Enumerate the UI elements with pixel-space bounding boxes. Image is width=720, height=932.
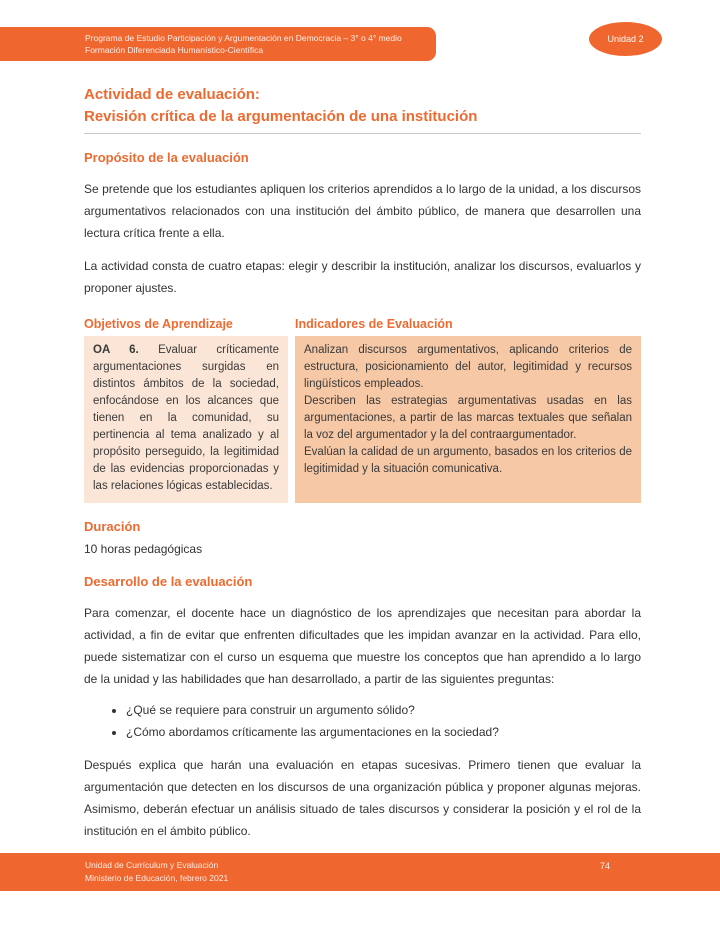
heading-objetivos: Objetivos de Aprendizaje [84,317,233,331]
unit-badge: Unidad 2 [589,22,662,56]
heading-desarrollo: Desarrollo de la evaluación [84,574,253,589]
program-header-bar [0,27,436,61]
columns-header-row [84,316,641,333]
objetivos-box [84,336,288,503]
footer-line1: Unidad de Currículum y Evaluación [85,859,219,870]
oa-label: OA 6. [93,344,139,356]
paragraph-desarrollo-2: Después explica que harán una evaluación en etapas sucesivas. Primero tienen que evaluar la argumentación que detecten en los discursos de una organización pública y proponer algunas mejoras. Asimismo, deberán efectuar un análisis situado de tales discursos y considerar la posición y el rol de la institución en el ámbito público. [84,758,641,838]
footer-text [85,859,228,885]
indicador-item: Describen las estrategias argumentativas usadas en las argumentaciones, a partir de las marcas textuales que señalan la voz del argumentador y la del contraargumentador. [304,395,632,441]
indicadores-box [295,336,641,503]
indicador-item: Evalúan la calidad de un argumento, basados en los criterios de legitimidad y la situación comunicativa. [304,446,632,475]
paragraph-proposito-1: Se pretende que los estudiantes apliquen los criterios aprendidos a lo largo de la unidad, a los discursos argumentativos relacionados con una institución del ámbito público, de manera que desarrollen una lectura crítica frente a ella. [84,182,641,240]
heading-indicadores: Indicadores de Evaluación [295,317,453,331]
columns-row [84,336,641,503]
page-number: 74 [600,861,611,871]
activity-title-line2: Revisión crítica de la argumentación de una institución [84,108,478,125]
activity-title-line1: Actividad de evaluación: [84,86,260,103]
title-divider [84,133,641,134]
footer-line2: Ministerio de Educación, febrero 2021 [85,872,229,883]
paragraph-desarrollo-1: Para comenzar, el docente hace un diagnóstico de los aprendizajes que necesitan para abordar la actividad, a fin de evitar que enfrenten dificultades que les impidan avanzar en la actividad. Para ello, puede sistematizar con el curso un esquema que muestre los conceptos que han aprendido a lo largo de la unidad y las habilidades que han desarrollado, a partir de las siguientes preguntas: [84,606,641,686]
program-title: Programa de Estudio Participación y Argumentación en Democracia – 3° o 4° medio [85,32,402,43]
duracion-text: 10 horas pedagógicas [84,542,203,556]
oa-text: Evaluar críticamente argumentaciones surgidas en distintos ámbitos de la sociedad, enfocándose en los alcances que tienen en la comunidad, su pertinencia al tema analizado y al propósito perseguido, la legitimidad de las evidencias proporcionadas y las relaciones lógicas establecidas. [93,344,280,492]
question-item: • ¿Qué se requiere para construir un argumento sólido? [126,699,641,721]
program-subtitle: Formación Diferenciada Humanístico-Científica [85,45,264,55]
footer-bar [0,853,720,891]
heading-proposito: Propósito de la evaluación [84,150,249,165]
question-item: • ¿Cómo abordamos críticamente las argumentaciones en la sociedad? [126,721,641,743]
activity-title [84,84,641,128]
paragraph-proposito-2: La actividad consta de cuatro etapas: elegir y describir la institución, analizar los discursos, evaluarlos y proponer ajustes. [84,259,641,295]
questions-list [84,699,641,743]
page-content [84,84,641,842]
indicador-item: Analizan discursos argumentativos, aplicando criterios de estructura, posicionamiento del autor, legitimidad y recursos lingüísticos empleados. [304,344,632,390]
heading-duracion: Duración [84,519,141,534]
